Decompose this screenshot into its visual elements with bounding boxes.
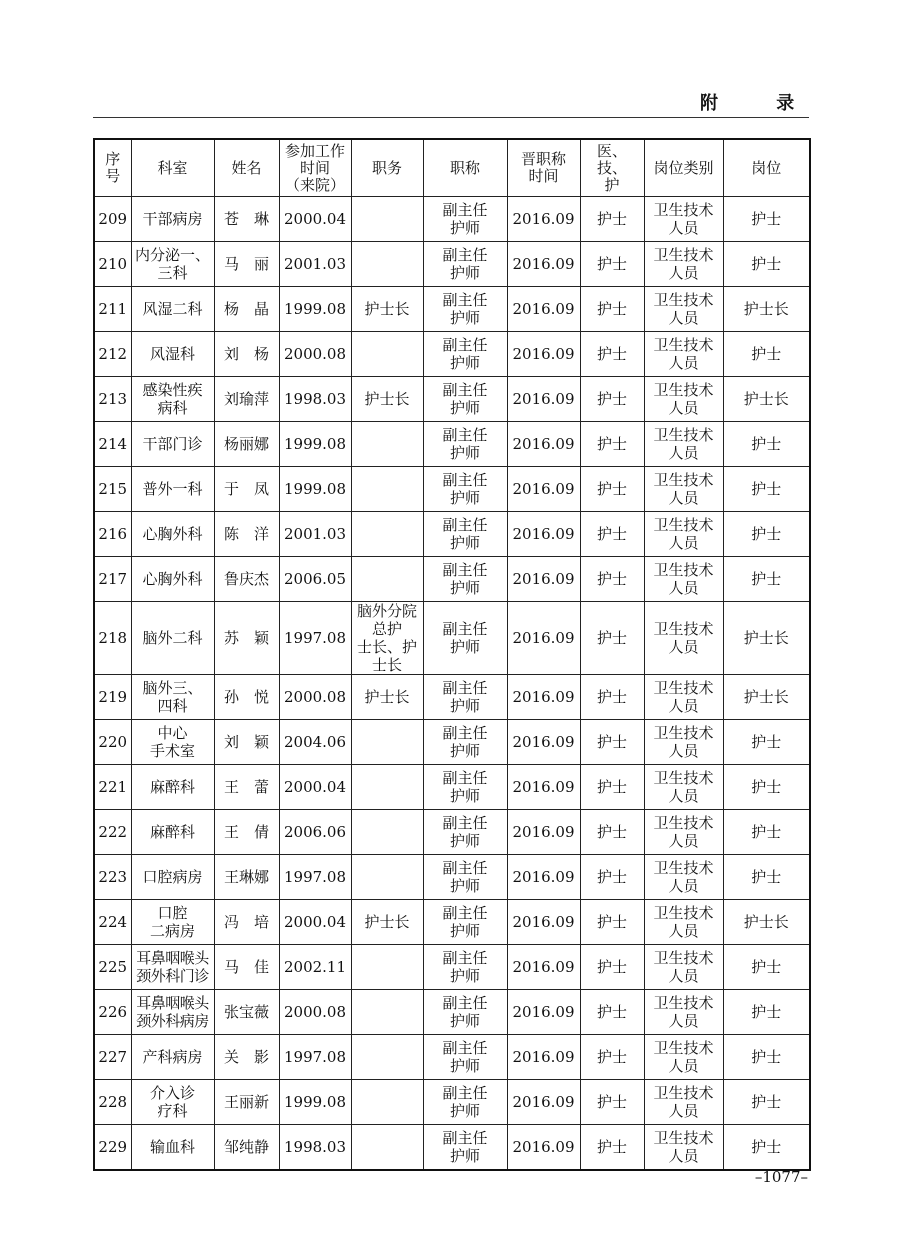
table-row <box>94 242 810 287</box>
table-row <box>94 422 810 467</box>
table-row <box>94 720 810 765</box>
column-header-label: 科室 <box>157 158 188 177</box>
name-cell: 陈 洋 <box>214 512 279 557</box>
position-cell: 护士长 <box>351 900 423 945</box>
promotion-date-cell: 2016.09 <box>507 557 580 602</box>
name-cell: 刘 颖 <box>214 720 279 765</box>
post-category-cell: 卫生技术 人员 <box>644 512 723 557</box>
column-header-label: 岗位 <box>751 158 782 177</box>
department-cell: 中心 手术室 <box>131 720 214 765</box>
promotion-date-cell: 2016.09 <box>507 512 580 557</box>
post-category-cell: 卫生技术 人员 <box>644 557 723 602</box>
position-cell <box>351 720 423 765</box>
department-cell: 普外一科 <box>131 467 214 512</box>
post-cell: 护士 <box>723 1080 810 1125</box>
promotion-date-cell: 2016.09 <box>507 675 580 720</box>
post-cell: 护士 <box>723 1035 810 1080</box>
name-cell: 马 丽 <box>214 242 279 287</box>
promotion-date-cell: 2016.09 <box>507 1080 580 1125</box>
column-header-label: 姓名 <box>231 158 262 177</box>
position-cell: 护士长 <box>351 287 423 332</box>
name-cell: 冯 培 <box>214 900 279 945</box>
column-header-staff-type <box>580 139 644 197</box>
title-cell: 副主任 护师 <box>423 512 507 557</box>
post-cell: 护士 <box>723 1125 810 1171</box>
title-cell: 副主任 护师 <box>423 810 507 855</box>
department-cell: 风湿二科 <box>131 287 214 332</box>
title-cell: 副主任 护师 <box>423 1035 507 1080</box>
staff-type-cell: 护士 <box>580 990 644 1035</box>
column-header-promotion-date <box>507 139 580 197</box>
start-date-cell: 1999.08 <box>279 422 351 467</box>
staff-type-cell: 护士 <box>580 242 644 287</box>
table-row <box>94 1035 810 1080</box>
column-header-label: 职称 <box>449 158 480 177</box>
name-cell: 苏 颖 <box>214 602 279 675</box>
position-cell: 脑外分院总护 士长、护士长 <box>351 602 423 675</box>
promotion-date-cell: 2016.09 <box>507 900 580 945</box>
name-cell: 刘瑜萍 <box>214 377 279 422</box>
title-cell: 副主任 护师 <box>423 765 507 810</box>
column-header-label: 职务 <box>371 158 402 177</box>
post-category-cell: 卫生技术 人员 <box>644 287 723 332</box>
table-row <box>94 810 810 855</box>
position-cell <box>351 1035 423 1080</box>
promotion-date-cell: 2016.09 <box>507 377 580 422</box>
name-cell: 杨 晶 <box>214 287 279 332</box>
staff-type-cell: 护士 <box>580 765 644 810</box>
column-header-post-category <box>644 139 723 197</box>
index-cell: 228 <box>94 1080 131 1125</box>
position-cell <box>351 810 423 855</box>
department-cell: 感染性疾 病科 <box>131 377 214 422</box>
position-cell <box>351 512 423 557</box>
staff-type-cell: 护士 <box>580 900 644 945</box>
index-cell: 211 <box>94 287 131 332</box>
table-row <box>94 377 810 422</box>
post-category-cell: 卫生技术 人员 <box>644 1125 723 1171</box>
table-row <box>94 1125 810 1171</box>
index-cell: 213 <box>94 377 131 422</box>
index-cell: 221 <box>94 765 131 810</box>
name-cell: 王琳娜 <box>214 855 279 900</box>
table-row <box>94 467 810 512</box>
post-cell: 护士 <box>723 557 810 602</box>
title-cell: 副主任 护师 <box>423 422 507 467</box>
post-category-cell: 卫生技术 人员 <box>644 377 723 422</box>
position-cell <box>351 990 423 1035</box>
department-cell: 干部门诊 <box>131 422 214 467</box>
post-cell: 护士 <box>723 512 810 557</box>
index-cell: 218 <box>94 602 131 675</box>
table-row <box>94 512 810 557</box>
title-cell: 副主任 护师 <box>423 900 507 945</box>
position-cell: 护士长 <box>351 377 423 422</box>
name-cell: 王 倩 <box>214 810 279 855</box>
name-cell: 孙 悦 <box>214 675 279 720</box>
index-cell: 224 <box>94 900 131 945</box>
staff-type-cell: 护士 <box>580 810 644 855</box>
title-cell: 副主任 护师 <box>423 602 507 675</box>
name-cell: 关 影 <box>214 1035 279 1080</box>
start-date-cell: 2000.04 <box>279 900 351 945</box>
post-cell: 护士 <box>723 765 810 810</box>
header-divider <box>93 117 809 118</box>
promotion-date-cell: 2016.09 <box>507 1035 580 1080</box>
name-cell: 王丽新 <box>214 1080 279 1125</box>
post-cell: 护士 <box>723 990 810 1035</box>
table-row <box>94 945 810 990</box>
post-cell: 护士 <box>723 810 810 855</box>
post-cell: 护士 <box>723 197 810 242</box>
table-row <box>94 900 810 945</box>
start-date-cell: 2000.08 <box>279 990 351 1035</box>
table-row <box>94 855 810 900</box>
promotion-date-cell: 2016.09 <box>507 287 580 332</box>
index-cell: 209 <box>94 197 131 242</box>
staff-type-cell: 护士 <box>580 675 644 720</box>
post-category-cell: 卫生技术 人员 <box>644 720 723 765</box>
index-cell: 212 <box>94 332 131 377</box>
table-header-row <box>94 139 810 197</box>
promotion-date-cell: 2016.09 <box>507 720 580 765</box>
table-row <box>94 557 810 602</box>
table-row <box>94 765 810 810</box>
post-cell: 护士长 <box>723 900 810 945</box>
post-category-cell: 卫生技术 人员 <box>644 1035 723 1080</box>
index-cell: 229 <box>94 1125 131 1171</box>
post-cell: 护士 <box>723 855 810 900</box>
staff-type-cell: 护士 <box>580 1125 644 1171</box>
index-cell: 227 <box>94 1035 131 1080</box>
title-cell: 副主任 护师 <box>423 197 507 242</box>
title-cell: 副主任 护师 <box>423 855 507 900</box>
staff-type-cell: 护士 <box>580 855 644 900</box>
post-category-cell: 卫生技术 人员 <box>644 242 723 287</box>
post-cell: 护士 <box>723 945 810 990</box>
title-cell: 副主任 护师 <box>423 557 507 602</box>
department-cell: 内分泌一、 三科 <box>131 242 214 287</box>
post-category-cell: 卫生技术 人员 <box>644 467 723 512</box>
post-cell: 护士 <box>723 332 810 377</box>
staff-type-cell: 护士 <box>580 422 644 467</box>
table-row <box>94 197 810 242</box>
post-cell: 护士 <box>723 422 810 467</box>
column-header-start-date <box>279 139 351 197</box>
post-category-cell: 卫生技术 人员 <box>644 602 723 675</box>
department-cell: 脑外三、 四科 <box>131 675 214 720</box>
title-cell: 副主任 护师 <box>423 377 507 422</box>
department-cell: 风湿科 <box>131 332 214 377</box>
department-cell: 脑外二科 <box>131 602 214 675</box>
start-date-cell: 1998.03 <box>279 1125 351 1171</box>
index-cell: 215 <box>94 467 131 512</box>
column-header-label: 医、技、 护 <box>596 141 627 194</box>
promotion-date-cell: 2016.09 <box>507 422 580 467</box>
column-header-name <box>214 139 279 197</box>
position-cell <box>351 945 423 990</box>
position-cell <box>351 467 423 512</box>
start-date-cell: 2001.03 <box>279 242 351 287</box>
department-cell: 耳鼻咽喉头 颈外科病房 <box>131 990 214 1035</box>
title-cell: 副主任 护师 <box>423 945 507 990</box>
index-cell: 216 <box>94 512 131 557</box>
promotion-date-cell: 2016.09 <box>507 855 580 900</box>
index-cell: 222 <box>94 810 131 855</box>
name-cell: 邹纯静 <box>214 1125 279 1171</box>
staff-type-cell: 护士 <box>580 1035 644 1080</box>
index-cell: 210 <box>94 242 131 287</box>
department-cell: 心胸外科 <box>131 557 214 602</box>
start-date-cell: 2006.06 <box>279 810 351 855</box>
start-date-cell: 1999.08 <box>279 287 351 332</box>
table-row <box>94 675 810 720</box>
position-cell <box>351 197 423 242</box>
promotion-date-cell: 2016.09 <box>507 467 580 512</box>
start-date-cell: 1997.08 <box>279 1035 351 1080</box>
start-date-cell: 1999.08 <box>279 1080 351 1125</box>
index-cell: 225 <box>94 945 131 990</box>
column-header-label: 参加工作 时间 （来院） <box>284 141 345 194</box>
table-row <box>94 602 810 675</box>
staff-type-cell: 护士 <box>580 602 644 675</box>
staff-type-cell: 护士 <box>580 467 644 512</box>
department-cell: 介入诊 疗科 <box>131 1080 214 1125</box>
table-row <box>94 990 810 1035</box>
position-cell <box>351 242 423 287</box>
start-date-cell: 2001.03 <box>279 512 351 557</box>
department-cell: 心胸外科 <box>131 512 214 557</box>
start-date-cell: 2000.04 <box>279 197 351 242</box>
post-category-cell: 卫生技术 人员 <box>644 197 723 242</box>
position-cell <box>351 1080 423 1125</box>
post-category-cell: 卫生技术 人员 <box>644 1080 723 1125</box>
column-header-department <box>131 139 214 197</box>
staff-roster-table <box>93 138 811 1171</box>
name-cell: 于 凤 <box>214 467 279 512</box>
position-cell <box>351 1125 423 1171</box>
staff-type-cell: 护士 <box>580 377 644 422</box>
index-cell: 214 <box>94 422 131 467</box>
start-date-cell: 2004.06 <box>279 720 351 765</box>
title-cell: 副主任 护师 <box>423 990 507 1035</box>
table-body <box>94 197 810 1171</box>
staff-type-cell: 护士 <box>580 287 644 332</box>
index-cell: 217 <box>94 557 131 602</box>
column-header-position <box>351 139 423 197</box>
promotion-date-cell: 2016.09 <box>507 990 580 1035</box>
post-category-cell: 卫生技术 人员 <box>644 422 723 467</box>
department-cell: 耳鼻咽喉头 颈外科门诊 <box>131 945 214 990</box>
position-cell <box>351 557 423 602</box>
start-date-cell: 2006.05 <box>279 557 351 602</box>
post-cell: 护士 <box>723 242 810 287</box>
promotion-date-cell: 2016.09 <box>507 332 580 377</box>
name-cell: 马 佳 <box>214 945 279 990</box>
post-cell: 护士长 <box>723 602 810 675</box>
promotion-date-cell: 2016.09 <box>507 242 580 287</box>
post-cell: 护士长 <box>723 287 810 332</box>
staff-type-cell: 护士 <box>580 1080 644 1125</box>
column-header-title <box>423 139 507 197</box>
name-cell: 张宝薇 <box>214 990 279 1035</box>
title-cell: 副主任 护师 <box>423 720 507 765</box>
page-header-title: 附 录 <box>700 93 821 114</box>
column-header-label: 序 号 <box>105 150 121 185</box>
name-cell: 鲁庆杰 <box>214 557 279 602</box>
post-category-cell: 卫生技术 人员 <box>644 675 723 720</box>
staff-type-cell: 护士 <box>580 332 644 377</box>
table-row <box>94 1080 810 1125</box>
start-date-cell: 1997.08 <box>279 602 351 675</box>
start-date-cell: 1997.08 <box>279 855 351 900</box>
title-cell: 副主任 护师 <box>423 675 507 720</box>
staff-type-cell: 护士 <box>580 557 644 602</box>
staff-type-cell: 护士 <box>580 197 644 242</box>
post-cell: 护士 <box>723 467 810 512</box>
post-category-cell: 卫生技术 人员 <box>644 765 723 810</box>
start-date-cell: 1999.08 <box>279 467 351 512</box>
start-date-cell: 2000.08 <box>279 332 351 377</box>
name-cell: 王 蕾 <box>214 765 279 810</box>
promotion-date-cell: 2016.09 <box>507 765 580 810</box>
title-cell: 副主任 护师 <box>423 467 507 512</box>
staff-type-cell: 护士 <box>580 945 644 990</box>
post-cell: 护士长 <box>723 377 810 422</box>
title-cell: 副主任 护师 <box>423 1080 507 1125</box>
position-cell <box>351 855 423 900</box>
post-category-cell: 卫生技术 人员 <box>644 990 723 1035</box>
table-row <box>94 287 810 332</box>
start-date-cell: 2000.04 <box>279 765 351 810</box>
name-cell: 刘 杨 <box>214 332 279 377</box>
start-date-cell: 2002.11 <box>279 945 351 990</box>
post-category-cell: 卫生技术 人员 <box>644 810 723 855</box>
post-category-cell: 卫生技术 人员 <box>644 332 723 377</box>
title-cell: 副主任 护师 <box>423 287 507 332</box>
table-row <box>94 332 810 377</box>
department-cell: 产科病房 <box>131 1035 214 1080</box>
post-category-cell: 卫生技术 人员 <box>644 945 723 990</box>
department-cell: 麻醉科 <box>131 810 214 855</box>
department-cell: 麻醉科 <box>131 765 214 810</box>
column-header-label: 晋职称 时间 <box>520 150 566 185</box>
promotion-date-cell: 2016.09 <box>507 1125 580 1171</box>
post-category-cell: 卫生技术 人员 <box>644 855 723 900</box>
index-cell: 223 <box>94 855 131 900</box>
title-cell: 副主任 护师 <box>423 332 507 377</box>
page-number: –1077– <box>754 1168 808 1186</box>
column-header-index <box>94 139 131 197</box>
column-header-label: 岗位类别 <box>653 158 714 177</box>
title-cell: 副主任 护师 <box>423 242 507 287</box>
post-cell: 护士长 <box>723 675 810 720</box>
post-category-cell: 卫生技术 人员 <box>644 900 723 945</box>
column-header-post <box>723 139 810 197</box>
index-cell: 220 <box>94 720 131 765</box>
department-cell: 口腔 二病房 <box>131 900 214 945</box>
staff-type-cell: 护士 <box>580 512 644 557</box>
index-cell: 219 <box>94 675 131 720</box>
department-cell: 输血科 <box>131 1125 214 1171</box>
position-cell: 护士长 <box>351 675 423 720</box>
department-cell: 口腔病房 <box>131 855 214 900</box>
promotion-date-cell: 2016.09 <box>507 810 580 855</box>
start-date-cell: 1998.03 <box>279 377 351 422</box>
position-cell <box>351 332 423 377</box>
promotion-date-cell: 2016.09 <box>507 602 580 675</box>
start-date-cell: 2000.08 <box>279 675 351 720</box>
post-cell: 护士 <box>723 720 810 765</box>
staff-type-cell: 护士 <box>580 720 644 765</box>
name-cell: 杨丽娜 <box>214 422 279 467</box>
index-cell: 226 <box>94 990 131 1035</box>
name-cell: 苍 琳 <box>214 197 279 242</box>
position-cell <box>351 422 423 467</box>
promotion-date-cell: 2016.09 <box>507 945 580 990</box>
title-cell: 副主任 护师 <box>423 1125 507 1171</box>
promotion-date-cell: 2016.09 <box>507 197 580 242</box>
department-cell: 干部病房 <box>131 197 214 242</box>
position-cell <box>351 765 423 810</box>
